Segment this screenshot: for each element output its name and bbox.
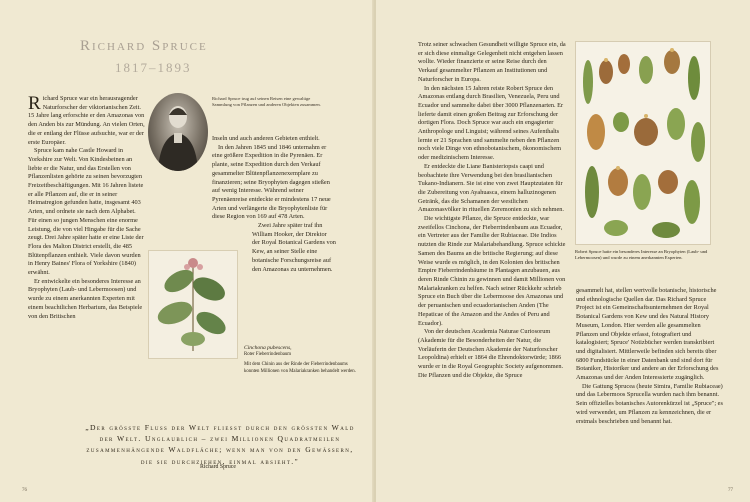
page-title: Richard Spruce <box>80 38 208 54</box>
portrait-photo <box>148 93 208 171</box>
paragraph: Trotz seiner schwachen Gesundheit willigte Spruce ein, da er sich diese einmalige Gelegenheit nicht entgehen lassen wollte. Wieder finanzierte er seine Reise durch den Verkauf gesammelter Pflanzen an Institutionen und Naturforscher in Europa. <box>418 41 566 83</box>
plant-species: Cinchona pubescens, <box>244 345 292 351</box>
paragraph: Zwei Jahre später traf ihn William Hooker, der Direktor der Royal Botanical Gardens von Kew, an seiner Stelle eine botanische Forschungsreise auf den Amazonas zu unternehmen. <box>252 222 336 273</box>
paragraph: Spruce kam nahe Castle Howard in Yorkshire zur Welt. Von Kindesbeinen an liebte er die Natur, und das Erstellen von Pflanzenlisten gehörte zu seinen bevorzugten Freizeitbeschäftigungen. Mit 16 Jahren listete er alle Pflanzen auf, die er in seiner Heimatregion gefunden hatte, insgesamt 403 Arten, und ordnete sie nach dem Alphabet. Für einen so jungen Menschen eine enorme Leistung, die von viel Hingabe für die Sache zeugt. Drei Jahre später hatte er eine Liste der Flora des Malton District erstellt, die 485 Blütenpflanzen enthielt. Viele davon wurden in Henry Baines' Flora of Yorkshire (1840) erwähnt. <box>28 147 144 277</box>
quote-author: Richard Spruce <box>200 464 236 470</box>
bryophyte-illustration <box>575 41 711 245</box>
paragraph: Von der deutschen Academia Naturae Curiosorum (Akademie für die Besonderheiten der Natur, die Vorläuferin der Deutschen Akademie der Naturforscher Leopoldina) erhielt er 1864 die Ehrendoktorwürde; 1866 wurde er in die Royal Geographic Society aufgenommen. Die Pflanzen und die Objekte, die Spruce <box>418 328 564 379</box>
paragraph: Inseln und auch anderen Gebieten enthielt. <box>212 135 320 142</box>
cinchona-illustration <box>148 250 238 359</box>
paragraph: Richard Spruce war ein herausragender Naturforscher der viktorianischen Zeit. 15 Jahre lang erforschte er den Amazonas von den Anden bis zur Mündung. An vielen Orten, die er entlang der Flüsse aufsuchte, war er der erste Europäer. <box>28 93 145 146</box>
paragraph: Er entwickelte ein besonderes Interesse an Bryophyten (Laub- und Lebermoosen) und wurde zu einem anerkannten Experten mit einem beachtlichen Herbarium, das Beispiele von den Britischen <box>28 277 143 320</box>
right-text-column-2 <box>576 287 724 426</box>
right-text-column-1 <box>418 41 566 380</box>
paragraph: Die Gattung Sprucea (heute Simira, Familie Rubiaceae) und das Lebermoos Sprucella wurden nach ihm benannt. Sein offizielles botanisches Autorenkürzel ist „Spruce"; es wird verwendet, um Pflanzen zu kennzeichnen, die er erstmals beschrieben und benannt hat. <box>576 382 723 425</box>
drop-cap: R <box>28 93 41 114</box>
life-dates: 1817–1893 <box>115 60 192 75</box>
plant-caption <box>244 345 364 375</box>
paragraph: Er entdeckte die Liane Banisteriopsis caapi und beobachtete ihre Verwendung bei den brasilianischen Tukano-Indianern. Sie ist eine von zwei Hauptzutaten für die Zubereitung von Ayahuasca, einem halluzinogenen Getränk, das die Schamanen der westlichen Amazonasvölker in rituellen Zeremonien zu sich nehmen. <box>418 162 565 214</box>
illustration-caption: Robert Spruce hatte ein besonderes Interesse an Bryophyten (Laub- und Lebermoosen) und wurde zu einem anerkannten Experten. <box>575 249 708 260</box>
paragraph: Die wichtigste Pflanze, die Spruce entdeckte, war zweifellos Cinchona, der Fieberrindenbaum aus Ecuador, ein Vertreter aus der Familie der Rubiaceae. Die Indios nutzten die Rinde zur Malariabehandlung. Spruce schickte Samen des Baums an die britische Regierung; auf diese Weise wurde es möglich, in den Kolonien des britischen Empire Fieberrindenbäume in Plantagen anzubauen, aus deren Rinde Chinin zu gewinnen und damit Millionen von Malariakranken zu helfen. Nach seiner Rückkehr schrieb Spruce ein Buch über die Lebermoose des Amazonas und der peruanischen und ecuadorianischen Anden (The Hepaticae of the Amazon and the Andes of Peru and Ecuador). <box>418 215 566 327</box>
page-number-left: 76 <box>22 488 27 493</box>
plant-caption-text: Mit dem Chinin aus der Rinde der Fieberrindenbaums konnten Millionen von Malariakranken behandelt werden. <box>244 362 356 374</box>
plant-common-name: Roter Fieberrindenbaum <box>244 351 292 357</box>
paragraph: gesammelt hat, stellen wertvolle botanische, historische und ethnologische Quellen dar. Das Richard Spruce Project ist ein Gemeinschaftsunternehmen der Royal Botanical Gardens von Kew und des Natural History Museum, London. Hier werden alle gesammelten Pflanzen und Objekte erfasst, fotografiert und katalogisiert; Spruce' Notizbücher werden transkribiert und digitalisiert. Mittlerweile befinden sich bereits über 6800 Fundstücke in einer Datenbank und sind dort für Botaniker, Historiker und andere an der Erforschung des Amazonas und der Anden Interessierte zugänglich. <box>576 287 719 382</box>
paragraph: In den nächsten 15 Jahren reiste Robert Spruce den Amazonas entlang durch Brasilien, Venezuela, Peru und Ecuador und sammelte dabei über 3000 Pflanzenarten. Er lieferte damit einen großen Beitrag zur Erforschung der dortigen Flora. Doch Spruce war auch ein engagierter Anthropologe und Linguist; während seines Aufenthalts lernte er 21 Sprachen und sammelte neben den Pflanzen noch viele Dinge von ethnobotanischem, ökonomischem oder medizinischem Interesse. <box>418 84 564 162</box>
paragraph: In den Jahren 1845 und 1846 unternahm er eine größere Expedition in die Pyrenäen. Er plante, seine Expedition durch den Verkauf gesammelter Blütenpflanzenexemplare zu finanzieren; seine Bryophyten dagegen stießen auf wenig Interesse. Während seiner Pyrenäenreise entdeckte er mindestens 17 neue Arten und verlängerte die Bryophytenliste für diese Region von 169 auf 478 Arten. <box>212 143 331 221</box>
left-page <box>0 0 374 502</box>
pull-quote: „Der grösste Fluss der Welt fliesst durch den grössten Wald der Welt. Unglaublich – zwei Millionen Quadratmeilen zusammenhängende Waldfläche; wenn man von den Gewässern, die sie durchziehen, einmal absieht." <box>85 423 355 466</box>
right-page <box>376 0 750 502</box>
left-text-column-1 <box>28 95 146 321</box>
portrait-caption: Richard Spruce trug auf seinen Reisen eine gewaltige Sammlung von Pflanzen und anderen Objekten zusammen. <box>212 96 321 107</box>
page-number-right: 77 <box>728 488 733 493</box>
